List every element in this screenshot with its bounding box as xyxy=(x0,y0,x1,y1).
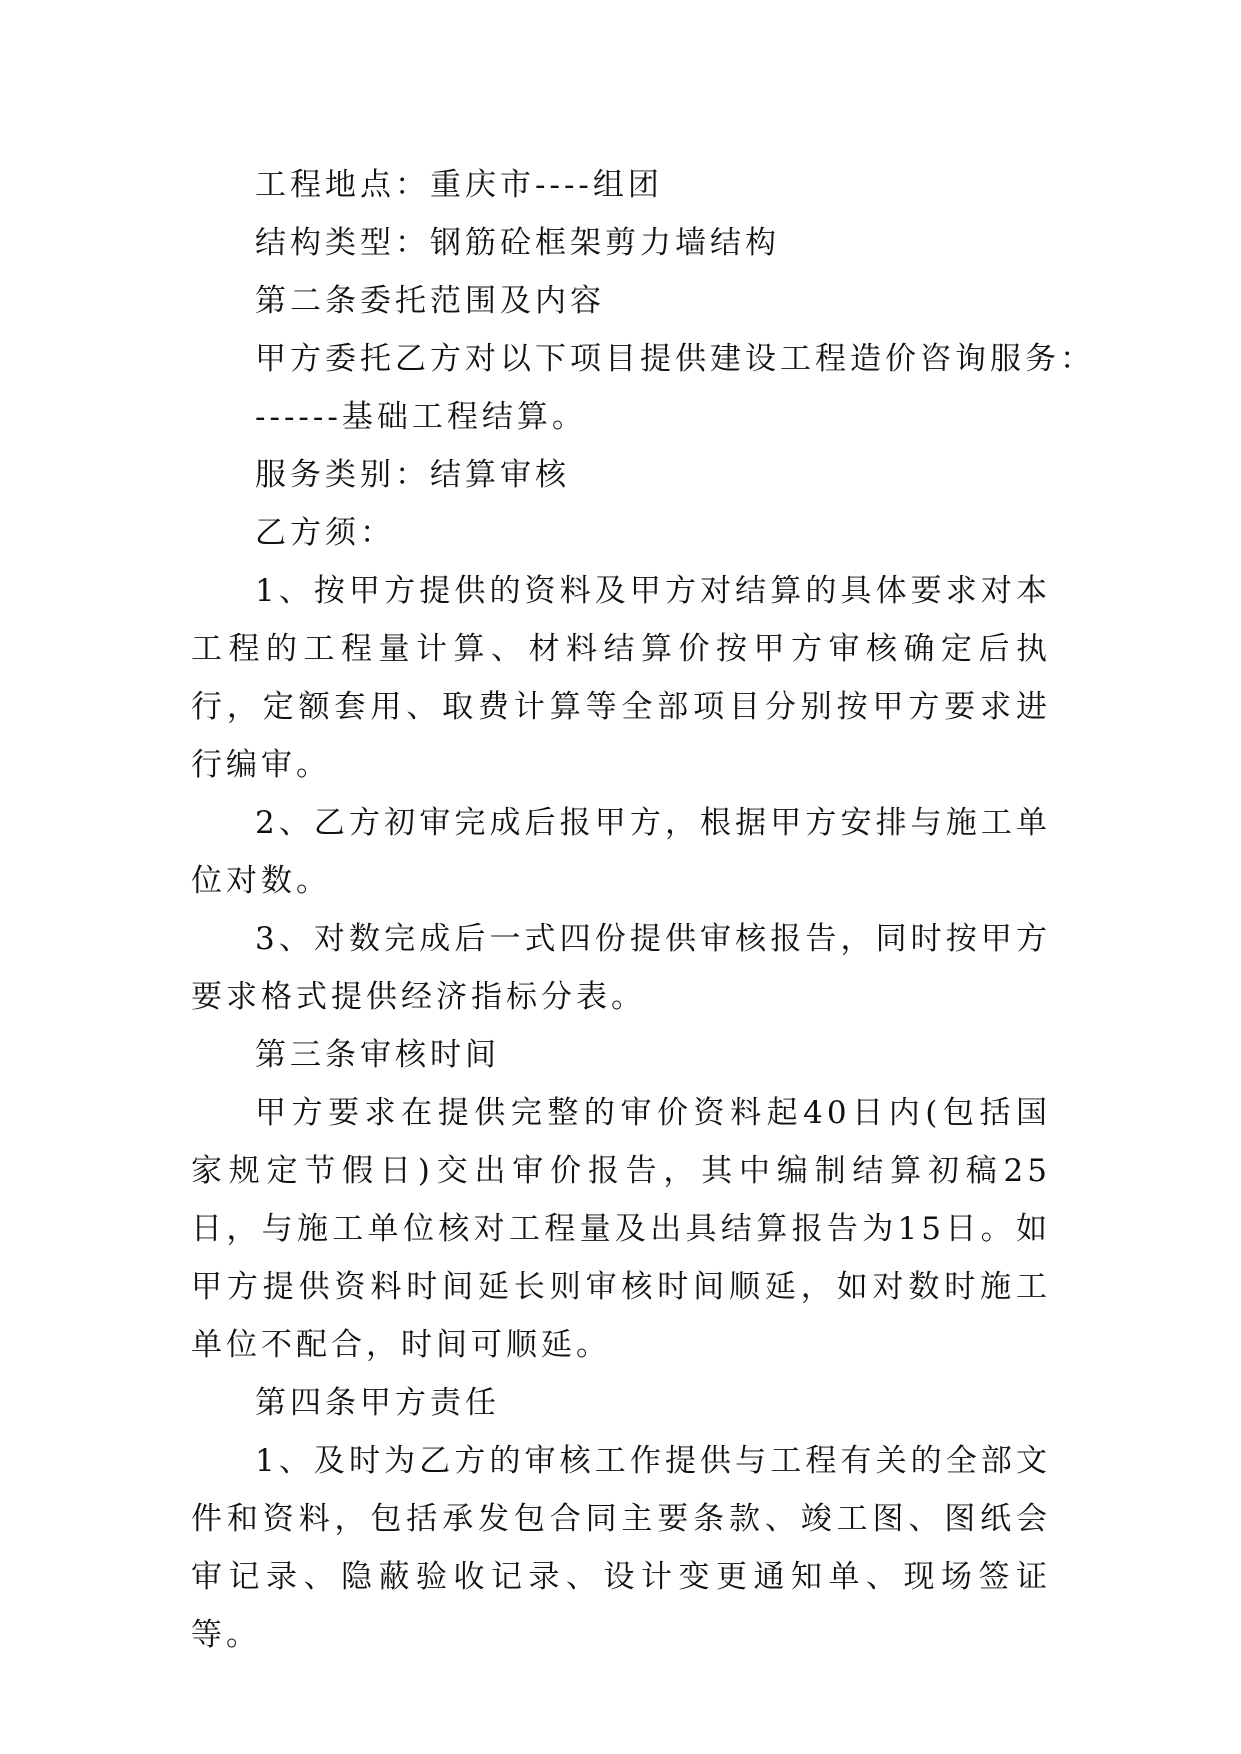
document-body xyxy=(191,156,1095,1664)
section-2-project: ------基础工程结算。 xyxy=(255,399,587,435)
section-3-title: 第三条审核时间 xyxy=(255,1037,500,1073)
section-3-body: 甲方要求在提供完整的审价资料起40日内(包括国家规定节假日)交出审价报告，其中编制结算初稿25日，与施工单位核对工程量及出具结算报告为15日。如甲方提供资料时间延长则审核时间顺延，如对数时施工单位不配合，时间可顺延。 xyxy=(191,1095,1051,1363)
requirement-2: 2、乙方初审完成后报甲方，根据甲方安排与施工单位对数。 xyxy=(191,805,1051,899)
party-b-must: 乙方须： xyxy=(255,515,395,551)
section-2-title: 第二条委托范围及内容 xyxy=(255,283,605,319)
service-category: 服务类别：结算审核 xyxy=(255,457,570,493)
requirement-3: 3、对数完成后一式四份提供审核报告，同时按甲方要求格式提供经济指标分表。 xyxy=(191,921,1051,1015)
section-4-item-1: 1、及时为乙方的审核工作提供与工程有关的全部文件和资料，包括承发包合同主要条款、竣工图、图纸会审记录、隐蔽验收记录、设计变更通知单、现场签证等。 xyxy=(191,1443,1051,1653)
section-2-intro: 甲方委托乙方对以下项目提供建设工程造价咨询服务： xyxy=(255,341,1095,377)
project-location: 工程地点：重庆市----组团 xyxy=(255,167,663,203)
requirement-1: 1、按甲方提供的资料及甲方对结算的具体要求对本工程的工程量计算、材料结算价按甲方审核确定后执行，定额套用、取费计算等全部项目分别按甲方要求进行编审。 xyxy=(191,573,1051,783)
section-4-title: 第四条甲方责任 xyxy=(255,1385,500,1421)
structure-type: 结构类型：钢筋砼框架剪力墙结构 xyxy=(255,225,780,261)
